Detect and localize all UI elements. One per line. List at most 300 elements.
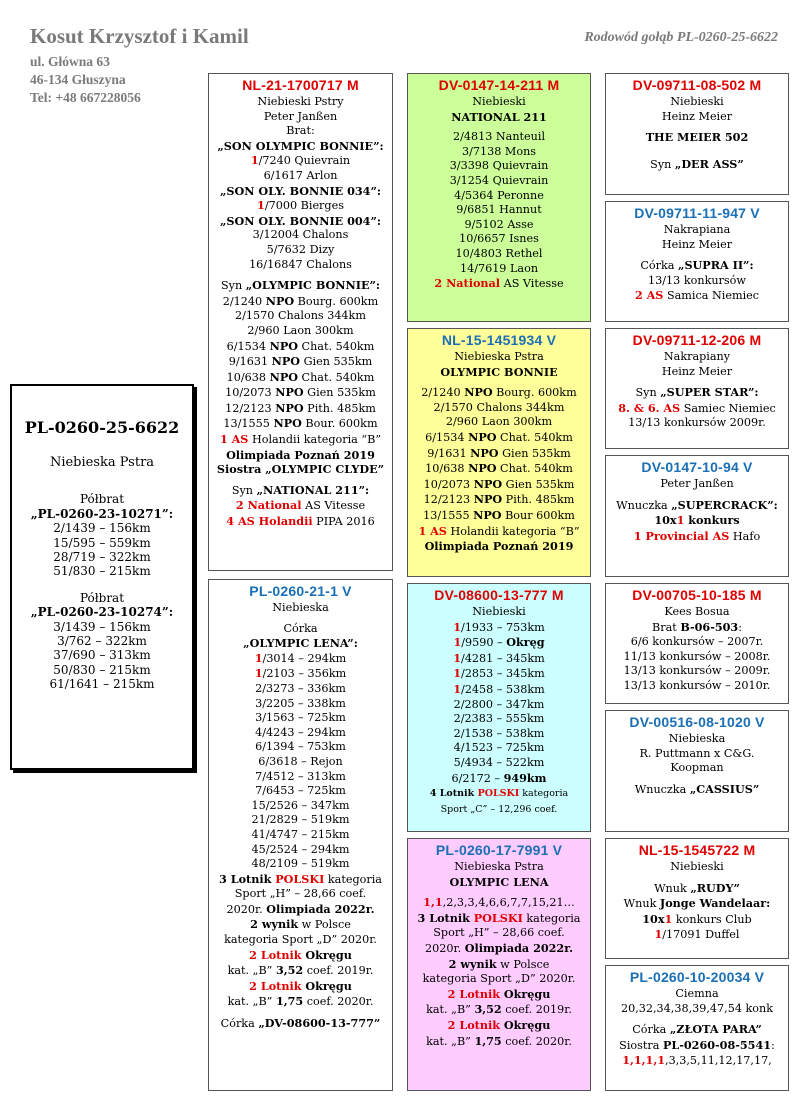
text-run: Córka — [640, 259, 679, 273]
result-line: 9/5102 Asse — [464, 217, 534, 231]
text-run: Wnuk — [623, 897, 660, 911]
great-grandparent-7-card — [605, 838, 789, 959]
result-line — [606, 620, 788, 636]
result-line: Niebieska Pstra — [454, 350, 544, 363]
text-run: Hafo — [729, 529, 761, 543]
result-line: 4/4243 – 294km — [255, 725, 346, 739]
result-line: kategoria Sport „D” 2020r. — [224, 933, 377, 947]
main-bird-color: Niebieska Pstra — [49, 455, 155, 470]
result-line: „PL-0260-23-10274”: — [30, 605, 174, 620]
result-line — [606, 1053, 788, 1069]
text-run: 2/960 Laon 300km — [247, 323, 354, 337]
text-run: /7240 Quievrain — [258, 154, 351, 168]
text-run: 10/638 — [425, 462, 469, 476]
result-line: Niebieska — [668, 732, 726, 745]
main-bird-card — [10, 384, 194, 770]
text-run: Syn — [635, 386, 661, 400]
text-run: 3 Lotnik — [417, 910, 474, 925]
text-run: 2 AS — [634, 288, 664, 303]
result-line — [606, 385, 788, 401]
ring-number: DV-0147-14-211 M — [438, 77, 560, 93]
text-run: 2 wynik — [250, 917, 299, 932]
result-line: 3/12004 Chalons — [252, 228, 349, 242]
text-run: kategoria — [324, 872, 382, 886]
text-run: ,2,3,3,4,6,6,7,7,15,21… — [442, 896, 575, 910]
result-line: Heinz Meier — [661, 109, 733, 123]
text-run: 2 Lotnik — [249, 947, 302, 962]
breeder-address — [30, 53, 141, 107]
ring-number: PL-0260-17-7991 V — [435, 842, 563, 858]
text-run: kat. „B” — [426, 1034, 475, 1048]
result-line — [209, 1016, 392, 1032]
text-run: POLSKI — [477, 788, 520, 800]
text-run: Okręgu — [499, 1017, 551, 1032]
text-run: Bourg. 600km — [294, 294, 379, 308]
result-line — [606, 927, 788, 943]
text-run: 949km — [503, 770, 547, 785]
result-line: 6/1394 – 753km — [255, 740, 346, 754]
text-run: 1 AS — [418, 523, 447, 538]
result-line: „SON OLY. BONNIE 004”: — [219, 213, 382, 228]
text-run: Bourg. 600km — [492, 386, 577, 400]
text-run: 13/1555 — [223, 417, 274, 431]
text-run: 2 Lotnik — [447, 1017, 500, 1032]
result-line: 15/595 – 559km — [53, 535, 151, 550]
text-run: „CASSIUS” — [689, 781, 760, 796]
result-line — [606, 782, 788, 798]
pedigree-details — [408, 860, 590, 1049]
text-run: coef. 2019r. — [501, 1003, 572, 1017]
result-line: Kees Bosua — [664, 605, 730, 618]
ring-number: DV-08600-13-777 M — [434, 587, 564, 603]
text-run: Syn — [220, 279, 246, 293]
text-run: 3,52 — [275, 963, 304, 978]
text-run: Gien 535km — [300, 355, 373, 369]
text-run: 12/2123 — [225, 401, 276, 415]
result-line: 48/2109 – 519km — [251, 857, 350, 871]
text-run: 3 Lotnik — [219, 871, 276, 886]
text-run: Samiec Niemiec — [680, 401, 776, 415]
text-run: w Polsce — [496, 957, 550, 971]
great-grandparent-8-card — [605, 965, 789, 1091]
text-run: 6/1534 — [425, 430, 469, 444]
result-line: „SON OLYMPIC BONNIE”: — [217, 138, 384, 153]
result-line: 2/2383 – 555km — [453, 712, 545, 726]
text-run: Pith. 485km — [502, 493, 575, 507]
result-line — [408, 802, 590, 818]
result-line — [408, 430, 590, 446]
text-run: NPO — [265, 293, 295, 308]
result-line: Półbrat — [79, 590, 125, 605]
text-run: Jonge Wandelaar: — [659, 896, 771, 911]
result-line: Niebieski — [472, 95, 526, 108]
result-line — [408, 635, 590, 651]
pedigree-details — [209, 601, 392, 1032]
result-line: Niebieski — [670, 95, 724, 108]
pedigree-details — [606, 223, 788, 304]
great-grandparent-1-card — [605, 73, 789, 195]
text-run: „DV-08600-13-777” — [258, 1016, 381, 1031]
result-line — [209, 651, 392, 667]
text-run: 10/2073 — [423, 477, 474, 491]
text-run: 4 Lotnik — [429, 788, 478, 800]
text-run: Sport „C” – 12,296 coef. — [440, 803, 558, 815]
result-line: 13/13 konkursów 2009r. — [628, 416, 766, 430]
text-run: 1 — [254, 666, 263, 681]
result-line: Sport „H” – 28,66 coef. — [433, 926, 565, 940]
result-line: 3/7138 Mons — [461, 144, 537, 158]
text-run: 1,75 — [275, 994, 304, 1009]
result-line — [408, 276, 590, 292]
text-run: NPO — [273, 416, 302, 431]
result-line — [408, 477, 590, 493]
text-run: 1 — [453, 635, 462, 650]
result-line: 3/3398 Quievrain — [449, 159, 549, 173]
text-run: 2/1240 — [222, 294, 266, 308]
text-run: NPO — [470, 445, 499, 460]
address-phone: Tel: +48 667228056 — [30, 90, 141, 105]
result-line — [408, 987, 590, 1003]
text-run: 1 AS — [219, 432, 249, 447]
text-run: POLSKI — [473, 910, 523, 925]
text-run: 1,1 — [423, 895, 443, 910]
result-line: 6/6 konkursów – 2007r. — [630, 635, 764, 649]
result-line: 2/1570 Chalons 344km — [433, 400, 565, 414]
result-line: 21/2829 – 519km — [251, 813, 350, 827]
result-line — [606, 881, 788, 897]
great-grandparent-2-card — [605, 201, 789, 322]
pedigree-details — [209, 95, 392, 530]
result-line — [408, 771, 590, 787]
pedigree-title: Rodowód gołąb PL-0260-25-6622 — [584, 30, 778, 45]
text-run: NPO — [269, 338, 298, 353]
text-run: /1933 – 753km — [461, 620, 545, 634]
text-run: Chat. 540km — [496, 462, 573, 476]
text-run: Brat — [652, 620, 681, 634]
text-run: 2/1570 Chalons 344km — [235, 309, 366, 323]
result-line: 3/1254 Quievrain — [449, 173, 549, 187]
result-line — [408, 1002, 590, 1018]
result-line: OLYMPIC LENA — [449, 874, 549, 889]
result-line: 5/7632 Dizy — [266, 242, 335, 256]
text-run: NPO — [473, 492, 503, 507]
result-line — [408, 682, 590, 698]
text-run: NPO — [271, 354, 301, 369]
text-run: 1 — [453, 666, 462, 681]
result-line: 37/690 – 313km — [53, 648, 151, 663]
result-line: 4/1523 – 725km — [453, 741, 545, 755]
text-run: 1 — [453, 681, 462, 696]
sire-card — [208, 73, 393, 571]
text-run: NPO — [468, 461, 497, 476]
text-run: : — [738, 620, 742, 634]
sire-dam-card — [407, 328, 591, 577]
result-line: „PL-0260-23-10271”: — [30, 506, 174, 521]
result-line — [408, 620, 590, 636]
result-line: Sport „H” – 28,66 coef. — [234, 887, 367, 901]
result-line — [209, 902, 392, 918]
text-run: Olimpiada 2022r. — [266, 901, 375, 916]
text-run: 3,52 — [474, 1002, 502, 1017]
result-line: 13/13 konkursów — [648, 273, 746, 287]
text-run: AS Vitesse — [301, 499, 366, 513]
pedigree-details — [606, 732, 788, 797]
text-run: Chat. 540km — [496, 430, 573, 444]
text-run: 2020r. — [226, 902, 267, 916]
ring-number: DV-00705-10-185 M — [632, 587, 762, 603]
pedigree-details — [408, 95, 590, 292]
result-line — [408, 651, 590, 667]
pedigree-details — [408, 605, 590, 817]
text-run: Okręgu — [301, 947, 352, 962]
text-run: 1 — [257, 198, 265, 213]
address-street: ul. Główna 63 — [30, 54, 110, 69]
address-city: 46-134 Głuszyna — [30, 72, 126, 87]
text-run: 2 National — [434, 276, 501, 291]
text-run: „SUPRA II”: — [678, 258, 754, 273]
result-line — [209, 401, 392, 417]
result-line: 45/2524 – 294km — [251, 842, 350, 856]
result-line: kategoria Sport „D” 2020r. — [422, 972, 576, 986]
result-line — [209, 483, 392, 499]
ring-number: DV-09711-08-502 M — [632, 77, 762, 93]
result-line: 50/830 – 215km — [53, 662, 151, 677]
main-bird-ring: PL-0260-25-6622 — [24, 418, 180, 437]
text-run: Bour 600km — [501, 508, 575, 522]
result-line — [408, 446, 590, 462]
sire-sire-card — [407, 73, 591, 322]
result-line: Olimpiada Poznań 2019 — [226, 447, 375, 462]
result-line: Niebieska Pstra — [454, 860, 544, 873]
text-run: Holandii kategoria “B” — [248, 433, 382, 447]
text-run: NPO — [473, 507, 502, 522]
text-run: NPO — [275, 385, 304, 400]
result-line: Niebieski — [472, 605, 526, 618]
text-run: /2853 – 345km — [461, 667, 545, 681]
text-run: „SUPERCRACK”: — [671, 497, 778, 512]
ring-number: DV-0147-10-94 V — [641, 459, 753, 475]
result-line: 20,32,34,38,39,47,54 konk — [620, 1001, 774, 1015]
result-line: Peter Janßen — [263, 109, 338, 123]
result-line: 10/4803 Rethel — [455, 246, 543, 260]
text-run: 9/1631 — [228, 355, 272, 369]
text-run: 2 National — [235, 498, 302, 513]
pedigree-details — [606, 605, 788, 694]
result-line — [209, 979, 392, 995]
result-line: THE MEIER 502 — [645, 130, 749, 145]
text-run: 10x — [654, 513, 677, 528]
pedigree-details — [606, 477, 788, 544]
result-line — [408, 492, 590, 508]
result-line: 51/830 – 215km — [53, 564, 151, 579]
result-line: Olimpiada Poznań 2019 — [424, 539, 574, 554]
text-run: 10/2073 — [225, 386, 276, 400]
text-run: Syn — [650, 157, 675, 171]
result-line: 2/960 Laon 300km — [445, 415, 553, 429]
text-run: 2020r. — [425, 941, 465, 955]
ring-number: PL-0260-21-1 V — [249, 583, 352, 599]
text-run: w Polsce — [298, 918, 351, 932]
text-run: konkurs — [684, 513, 740, 528]
text-run: Chat. 540km — [297, 339, 375, 353]
result-line — [606, 498, 788, 514]
result-line: 41/4747 – 215km — [251, 827, 350, 841]
text-run: Okręg — [506, 635, 545, 650]
result-line: 6/3618 – Rejon — [258, 754, 343, 768]
result-line: Siostra „OLYMPIC CLYDE” — [216, 462, 385, 477]
result-line — [209, 198, 392, 214]
text-run: Gien 535km — [498, 446, 571, 460]
result-line — [408, 957, 590, 973]
result-line: 3/1563 – 725km — [255, 711, 346, 725]
result-line — [209, 153, 392, 169]
great-grandparent-4-card — [605, 455, 789, 577]
pedigree-details — [408, 350, 590, 554]
text-run: NPO — [464, 385, 493, 400]
result-line: Heinz Meier — [661, 237, 733, 251]
result-line: 16/16847 Chalons — [249, 257, 352, 271]
text-run: kat. „B” — [227, 995, 276, 1009]
text-run: /9590 – — [461, 636, 507, 650]
pedigree-details — [606, 95, 788, 172]
result-line — [606, 513, 788, 529]
text-run: coef. 2019r. — [303, 964, 374, 978]
text-run: Siostra — [619, 1038, 663, 1052]
text-run: kategoria — [519, 788, 569, 800]
result-line: 4/5364 Peronne — [454, 188, 544, 202]
text-run: 2/1240 — [421, 386, 465, 400]
text-run: Gien 535km — [502, 477, 575, 491]
text-run: Chat. 540km — [297, 370, 375, 384]
result-line: Ciemna — [675, 987, 719, 1000]
text-run: /2103 – 356km — [262, 667, 347, 681]
result-line — [209, 514, 392, 530]
text-run: Pith. 485km — [303, 401, 376, 415]
text-run: coef. 2020r. — [501, 1034, 572, 1048]
text-run: 13/1555 — [423, 508, 474, 522]
result-line — [209, 339, 392, 355]
result-line — [606, 401, 788, 417]
text-run: NPO — [468, 429, 497, 444]
result-line: Półbrat — [79, 492, 125, 507]
text-run: PIPA 2016 — [312, 515, 375, 529]
result-line: 9/6851 Hannut — [456, 203, 542, 217]
main-bird-lines — [12, 492, 192, 691]
result-line — [209, 666, 392, 682]
result-line — [209, 324, 392, 339]
result-line: 7/4512 – 313km — [255, 769, 346, 783]
text-run: PL-0260-08-5541 — [662, 1037, 772, 1052]
text-run: Okręgu — [301, 978, 352, 993]
result-line: „OLYMPIC LENA”: — [243, 636, 358, 651]
pedigree-details — [606, 350, 788, 431]
result-line — [408, 786, 590, 802]
text-run: 8. & 6. AS — [618, 400, 681, 415]
pedigree-details — [606, 860, 788, 943]
result-line — [408, 461, 590, 477]
text-run: /7000 Bierges — [264, 199, 344, 213]
text-run: NPO — [275, 400, 304, 415]
ring-number: NL-21-1700717 M — [242, 77, 359, 93]
text-run: 9/1631 — [427, 446, 471, 460]
text-run: 4 AS Holandii — [226, 514, 313, 529]
text-run: 6/1534 — [226, 339, 270, 353]
text-run: 1,75 — [474, 1033, 502, 1048]
result-line: Brat: — [286, 124, 315, 138]
result-line — [408, 508, 590, 524]
result-line: Niebieski Pstry — [257, 95, 344, 108]
result-line: 3/762 – 322km — [57, 634, 147, 649]
result-line: 11/13 konkursów – 2008r. — [623, 649, 771, 663]
result-line: 10/6657 Isnes — [459, 232, 539, 246]
text-run: Wnuk — [654, 881, 691, 895]
text-run: „DER ASS” — [674, 156, 744, 171]
text-run: „RUDY” — [690, 880, 740, 895]
result-line: Nakrapiany — [663, 350, 731, 363]
result-line: „SON OLY. BONNIE 034”: — [219, 183, 382, 198]
result-line — [209, 432, 392, 448]
text-run: Bour. 600km — [301, 417, 378, 431]
text-run: : — [771, 1038, 775, 1052]
text-run: Okręgu — [499, 986, 551, 1001]
result-line: 15/2526 – 347km — [251, 798, 350, 812]
text-run: Holandii kategoria “B” — [446, 524, 580, 538]
text-run: coef. 2020r. — [303, 995, 374, 1009]
text-run: POLSKI — [275, 871, 325, 886]
result-line — [209, 294, 392, 310]
text-run: 6/2172 – — [451, 771, 504, 785]
dam-sire-card — [407, 583, 591, 832]
text-run: 1 — [250, 153, 259, 168]
result-line — [408, 911, 590, 927]
ring-number: NL-15-1451934 V — [441, 332, 557, 348]
text-run: Olimpiada 2022r. — [464, 940, 573, 955]
text-run: /3014 – 294km — [262, 651, 347, 665]
text-run: Gien 535km — [303, 386, 376, 400]
text-run: „SUPER STAR”: — [660, 385, 759, 400]
ring-number: PL-0260-10-20034 V — [629, 969, 765, 985]
result-line — [408, 666, 590, 682]
result-line — [209, 309, 392, 324]
result-line — [209, 385, 392, 401]
text-run: „OLYMPIC BONNIE”: — [245, 278, 381, 293]
result-line: OLYMPIC BONNIE — [440, 364, 558, 379]
text-run: 1 — [676, 513, 685, 528]
result-line — [209, 872, 392, 888]
result-line: 3/2205 – 338km — [255, 696, 346, 710]
great-grandparent-6-card — [605, 710, 789, 832]
result-line — [209, 416, 392, 432]
result-line: Niebieska — [272, 601, 329, 614]
result-line: 6/1617 Arlon — [263, 168, 338, 182]
text-run: ,3,3,5,11,12,17,17, — [665, 1054, 772, 1068]
result-line — [209, 498, 392, 514]
result-line: 5/4934 – 522km — [453, 755, 545, 769]
text-run: kategoria — [522, 911, 581, 925]
result-line — [606, 912, 788, 928]
result-line: 61/1641 – 215km — [49, 677, 155, 692]
result-line: 28/719 – 322km — [53, 550, 151, 565]
text-run: Wnuczka — [616, 498, 672, 512]
result-line — [606, 258, 788, 274]
text-run: 1,1,1,1 — [622, 1053, 666, 1068]
ring-number: DV-09711-11-947 V — [634, 205, 760, 221]
result-line: 3/1439 – 156km — [53, 619, 151, 634]
text-run: „ZŁOTA PARA” — [669, 1022, 762, 1037]
text-run: 2 Lotnik — [249, 978, 302, 993]
result-line — [209, 354, 392, 370]
result-line: 2/4813 Nanteuil — [452, 130, 546, 144]
